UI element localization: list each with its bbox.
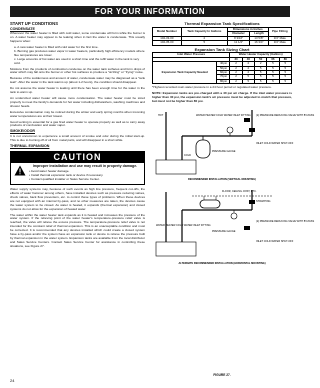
figure-caption: FIGURE 27. (213, 373, 231, 377)
table-cell: 102-33-00 (153, 36, 182, 40)
right-column (152, 21, 315, 270)
expansion-tank (200, 200, 220, 208)
left-column (10, 22, 145, 251)
table-header: Diameter (227, 32, 249, 36)
table-header: Inlet Water Pressure (153, 53, 230, 57)
table-cell: 2 (230, 62, 242, 66)
table-row (153, 41, 292, 45)
pressure-reducing-valve (244, 226, 250, 230)
table-cell: 5 (267, 71, 279, 75)
table2-title: Expansion Tank Sizing Chart (194, 46, 250, 52)
gauge-label: PRESSURE GAUGE (212, 229, 236, 233)
horizontal-mounting-diagram (152, 186, 315, 268)
paragraph: Good venting is essential for a gas fired water heater to operate properly as well as to carry away products of combustion and water vapor. (10, 119, 145, 128)
table-cell: 11 1/4" (227, 41, 249, 45)
condensate-heading: CONDENSATE (10, 26, 35, 31)
table-cell: 102-35-00 (153, 41, 182, 45)
table1-title: Thermal Expansion Tank Specifications (184, 21, 260, 26)
floor-label: FLOOR, CEILING JOIST, ETC. (222, 189, 257, 193)
list-item: b. Burning gas produces water vapor in water heaters, particularly high efficiency models where flue temperatures are lower. (14, 48, 145, 57)
paragraph: Because of the suddenness and amount of water, condensate water may be diagnosed as a "tank leak". After the water in the tank warms up (about 1-2 hours), the condition should disappear. (10, 76, 145, 85)
caution-header: CAUTION (11, 152, 144, 163)
hot-label: HOT (158, 113, 164, 117)
expansion-tank-sizing-table (152, 52, 292, 84)
table-header: 80 (279, 57, 291, 61)
vertical-mounting-diagram (152, 106, 315, 184)
prv-label: (2) PRESSURE REDUCING VALVE WITH BY-PASS (256, 219, 315, 223)
list-item: a. A new water heater is filled with cold water for the first time. (14, 45, 99, 50)
table-cell: 5 (267, 62, 279, 66)
shutoff-valve (249, 128, 255, 132)
table-cell: 16 3/4" (250, 41, 268, 45)
strapping-label: STRAPPING (256, 199, 271, 203)
table-cell: 5 (279, 62, 291, 66)
paragraph: The water within the water heater tank expands as it is heated and increases the pressure of the water system. If the relieving point of the water heater's temperature-pressure relief valve is reached, the valve will relieve the excess pressure. The temperature-pressure relief valve is not intended for the constant relief of thermal expansion. This is an unacceptable condition and must be corrected. It is recommended that any devices installed which could create a closed system have a by-pass and/or the system have an expansion tank or device to relieve the pressure built by thermal expansion in the water system. Expansion tanks are available from the local distributor and Sales Service Centers. Contact Sales Service Center for assistance in controlling these situations, see Figure 27. (10, 212, 145, 248)
table-header: Water Heater Capacity (Gallons) (230, 53, 292, 57)
table-cell: 3/4" Male (268, 36, 291, 40)
caution-item: • Avoid water heater damage. (29, 169, 70, 174)
table-cell: 2 (230, 79, 242, 83)
table-cell: 5 (267, 79, 279, 83)
table-header: Tank Capacity In Gallons (181, 27, 227, 36)
prv-label: (2) PRESSURE REDUCING VALVE WITH BY-PASS (256, 113, 315, 117)
list-item: c. Large amounts of hot water are used in a short time and the refill water in the tank is very cold. (14, 56, 140, 65)
table-header: 40 (242, 57, 254, 61)
caution-body (11, 163, 144, 184)
paragraph: It is not uncommon to experience a small amount of smoke and odor during the initial start-up. This is due to burning off of oil from metal parts, and will disappear in a short while. (10, 133, 145, 142)
expansion-tank-spec-table (152, 27, 292, 46)
diagram1-caption: RECOMMENDED INSTALLATION (VERTICAL MOUNTING) (188, 177, 256, 181)
shutoff-valve (249, 200, 255, 204)
caution-text (29, 165, 141, 182)
note: NOTE: Expansion tanks are pre-charged with a 40 psi air charge. If the inlet water pressure is higher than 40 psi, the expansion tank's air pressure must be adjusted to match that pressure, but must not be higher than 80 psi. (152, 91, 292, 103)
table-cell: 3/4" Male (268, 41, 291, 45)
table-cell: 5 (255, 75, 267, 79)
paragraph: Water supply systems may, because of such events as high line pressure, frequent cut-offs, the effects of water hammer among others, have installed devices such as pressure reducing valves, check valves, back flow preventers, etc. to control these types of problems. When these devices are not equipped with an internal by-pass, and no other measures are taken, the devices cause the water system to be closed. As water is heated, it expands (thermal expansion) and closed systems do not allow for the expansion of heated water. (10, 187, 145, 211)
expansion-tank (196, 140, 210, 158)
water-heater-top (156, 242, 196, 256)
warning-triangle-icon (14, 165, 26, 176)
table-cell: 80psi (217, 79, 230, 83)
table-header: Length (250, 32, 268, 36)
diagram2-caption: ALTERNATE RECOMMENDED INSTALLATION (HORIZONTAL MOUNTING) (178, 261, 266, 265)
paragraph: Whenever the water heater is filled with cold water, some condensate will form while the burner is on. A water heater may appear to be leaking when in fact the water is condensate. This usually happens when: (10, 31, 145, 44)
table-cell: 2 (242, 62, 254, 66)
table-cell: 2 (230, 75, 242, 79)
table-cell: 2 (230, 66, 242, 70)
table-cell: 40psi (217, 62, 230, 66)
shutoff-label: INLET COLD WATER SHUT-OFF (256, 239, 294, 243)
table-cell: 5 (255, 71, 267, 75)
table-cell: 2 (255, 62, 267, 66)
table-cell: 5 (242, 75, 254, 79)
table-cell: 2 (230, 71, 242, 75)
table-cell: 50psi (217, 66, 230, 70)
table-cell: 2 (242, 71, 254, 75)
footnote: *Highest recorded main water pressure in a 24 hour period or regulated water pressure. (152, 85, 272, 90)
table-cell: 5 (279, 71, 291, 75)
table-cell: 2 (242, 66, 254, 70)
inlet-fitting-label: WATER HEATER COLD WATER INLET FITTING (196, 113, 251, 117)
table-header: 66 (267, 57, 279, 61)
table-cell: 60psi (217, 71, 230, 75)
table-header: Model Number (153, 27, 182, 36)
table-cell: 5 (255, 66, 267, 70)
table-cell: 2 (181, 36, 227, 40)
caution-list (29, 170, 141, 182)
table-cell: 5 (181, 41, 227, 45)
paragraph: An undersized water heater will cause more condensation. The water heater must be sized properly to meet the family's demands for hot water including dishwashers, washing machines and shower heads. (10, 96, 145, 108)
start-up-heading: START UP CONDITIONS (10, 21, 59, 26)
table-header: 30 (230, 57, 242, 61)
table-header: Dimensions in Inches (227, 27, 268, 31)
cold-label: COLD (184, 153, 191, 157)
section-banner: FOR YOUR INFORMATION (10, 6, 290, 17)
inlet-fitting-label: WATER HEATER COLD WATER INLET FITTING (156, 223, 211, 227)
shutoff-label: INLET COLD WATER SHUT-OFF (256, 141, 294, 145)
smoke-odor-heading: SMOKE/ODOR (10, 129, 35, 134)
pressure-reducing-valve (244, 118, 250, 122)
paragraph: Moisture from the products of combustion condense on the water tank surfaces and form drops of water which may fall onto the burner or other hot surfaces to produce a "sizzling" or "frying" noise. (10, 66, 145, 75)
table-cell: 70psi (217, 75, 230, 79)
gauge-label: PRESSURE GAUGE (212, 149, 236, 153)
table-cell: 5 (255, 79, 267, 83)
table-cell: 5 (267, 75, 279, 79)
paragraph: Excessive condensation may be noticed during the winter and early spring months when incoming water temperatures are at their lowest. (10, 109, 145, 118)
caution-item: • Contact qualified installer or Sales Service Center. (29, 177, 100, 182)
table-cell: 5 (279, 66, 291, 70)
page-number: 24 (10, 378, 15, 383)
condensate-list (10, 46, 145, 66)
caution-item: • Install thermal expansion tank or device if necessary. (29, 173, 104, 178)
caution-box (10, 151, 145, 185)
paragraph: Do not assume the water heater is leaking until there has been enough time for the water in the tank to warm up. (10, 86, 145, 95)
pressure-gauge-icon (227, 127, 233, 133)
table-header: Pipe Fitting (268, 27, 291, 36)
pressure-gauge-icon (231, 213, 237, 219)
water-heater-top (156, 160, 196, 174)
table-cell: 5 (242, 79, 254, 83)
table-cell: 5 (279, 79, 291, 83)
table-cell: 13 5/8" (250, 36, 268, 40)
thermal-expansion-heading: THERMAL EXPANSION (10, 143, 50, 148)
table-header: 50 (255, 57, 267, 61)
table-cell: 5 (267, 66, 279, 70)
caution-title: Improper installation and use may result in property damage. (32, 164, 138, 169)
table-cell: 8 3/16" (227, 36, 249, 40)
table-side-header: Expansion Tank Capacity Needed (153, 62, 217, 84)
table-cell: 5 (279, 75, 291, 79)
